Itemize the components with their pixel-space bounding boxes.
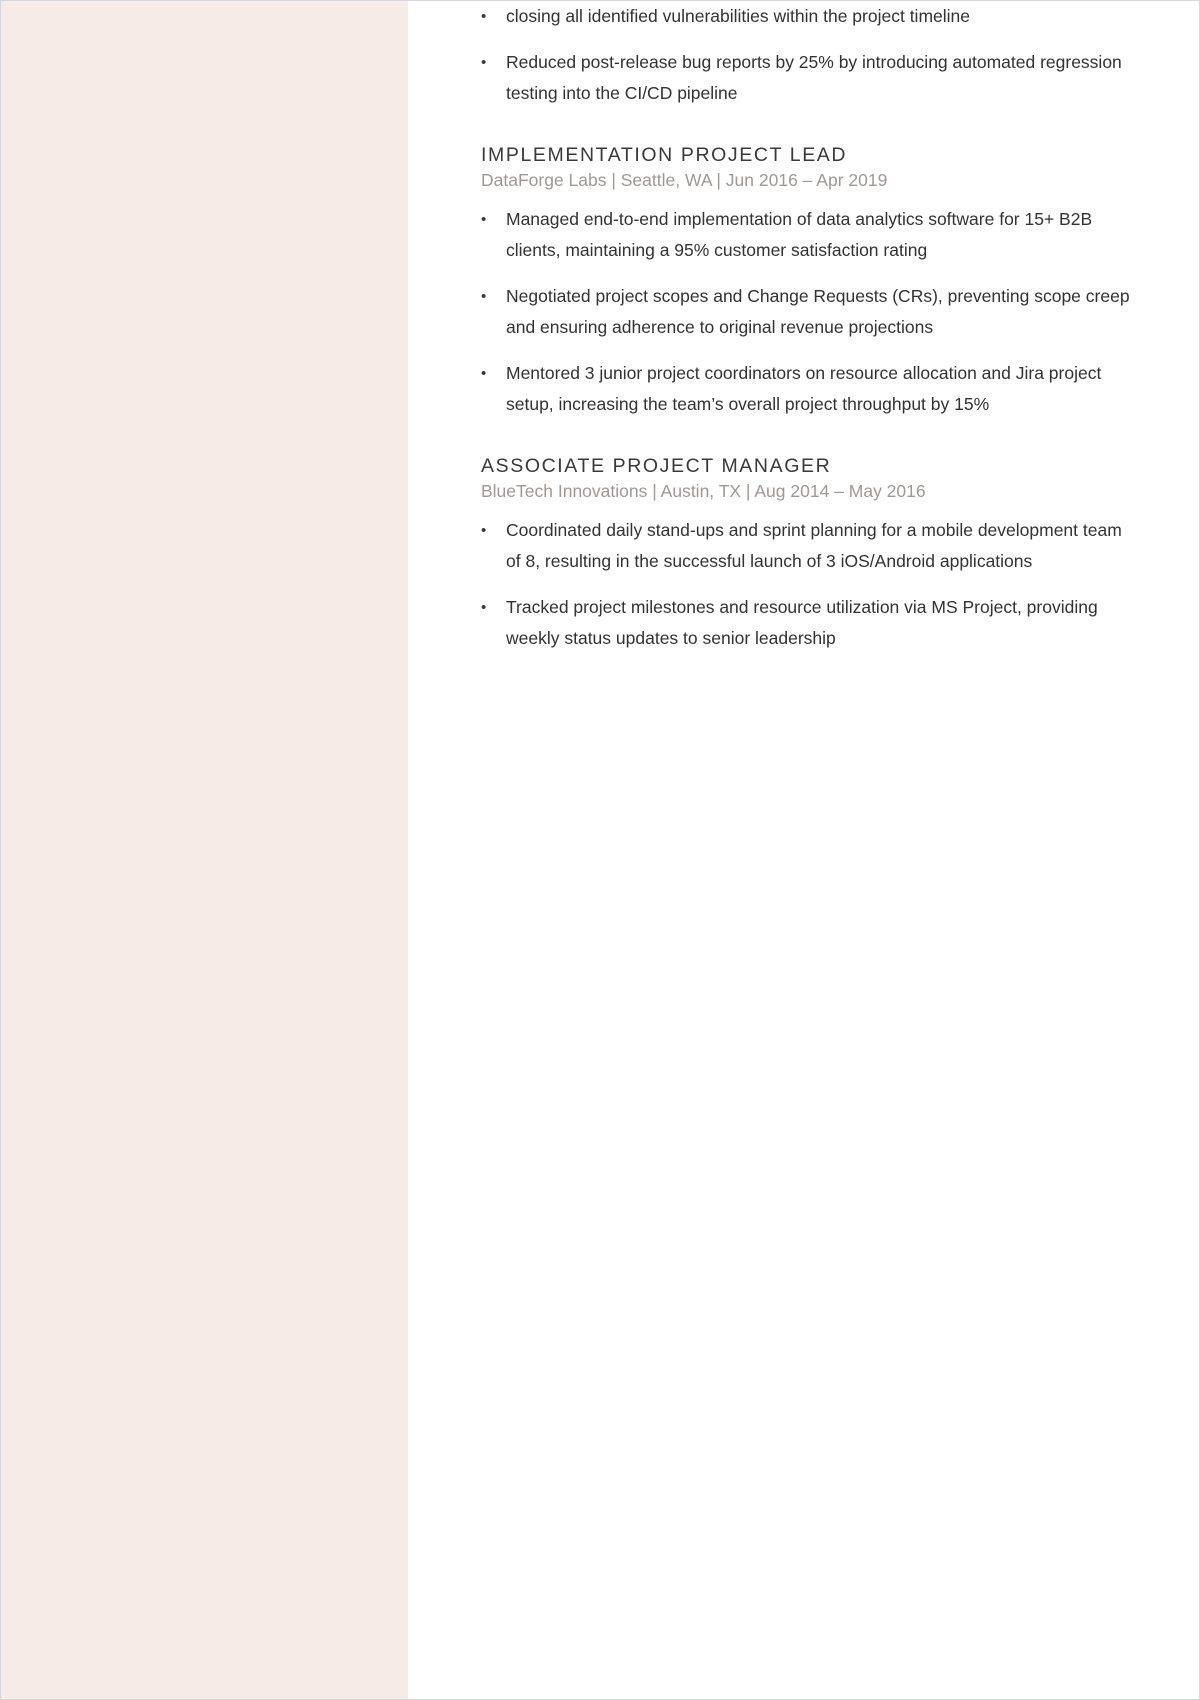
- bullet-text: Managed end-to-end implementation of data analytics software for 15+ B2B clients, maintaining a 95% customer satisfaction rating: [506, 209, 1093, 260]
- bullet-dot: •: [481, 599, 487, 616]
- continued-bullet-list: [481, 1, 1141, 109]
- bullet-item: [481, 592, 1141, 654]
- bullet-text: Reduced post-release bug reports by 25% by introducing automated regression testing into the CI/CD pipeline: [506, 52, 1122, 103]
- bullet-dot: •: [481, 522, 487, 539]
- job-bullet-list: [481, 515, 1141, 654]
- bullet-dot: •: [481, 288, 487, 305]
- bullet-text: Tracked project milestones and resource utilization via MS Project, providing weekly status updates to senior leadership: [506, 597, 1098, 648]
- job-title: ASSOCIATE PROJECT MANAGER: [481, 455, 832, 477]
- bullet-item: [481, 358, 1141, 420]
- bullet-item: [481, 281, 1141, 343]
- bullet-dot: •: [481, 8, 487, 25]
- bullet-item: [481, 515, 1141, 577]
- main-column: [481, 1, 1141, 669]
- job-meta: DataForge Labs | Seattle, WA | Jun 2016 – Apr 2019: [481, 170, 888, 190]
- bullet-item: [481, 47, 1141, 109]
- job-title: IMPLEMENTATION PROJECT LEAD: [481, 144, 848, 166]
- bullet-dot: •: [481, 211, 487, 228]
- bullet-text: Negotiated project scopes and Change Requests (CRs), preventing scope creep and ensuring adherence to original revenue projections: [506, 286, 1130, 337]
- job-implementation-project-lead: [481, 142, 1141, 420]
- bullet-item: [481, 1, 1141, 32]
- bullet-text: Coordinated daily stand-ups and sprint planning for a mobile development team of 8, resulting in the successful launch of 3 iOS/Android applications: [506, 520, 1122, 571]
- bullet-dot: •: [481, 54, 487, 71]
- job-associate-project-manager: [481, 453, 1141, 654]
- sidebar-panel: [1, 1, 408, 1699]
- job-bullet-list: [481, 204, 1141, 420]
- bullet-item: [481, 204, 1141, 266]
- bullet-text: Mentored 3 junior project coordinators on resource allocation and Jira project setup, increasing the team’s overall project throughput by 15%: [506, 363, 1102, 414]
- job-meta: BlueTech Innovations | Austin, TX | Aug 2014 – May 2016: [481, 481, 926, 501]
- bullet-dot: •: [481, 365, 487, 382]
- bullet-text: closing all identified vulnerabilities within the project timeline: [506, 6, 970, 26]
